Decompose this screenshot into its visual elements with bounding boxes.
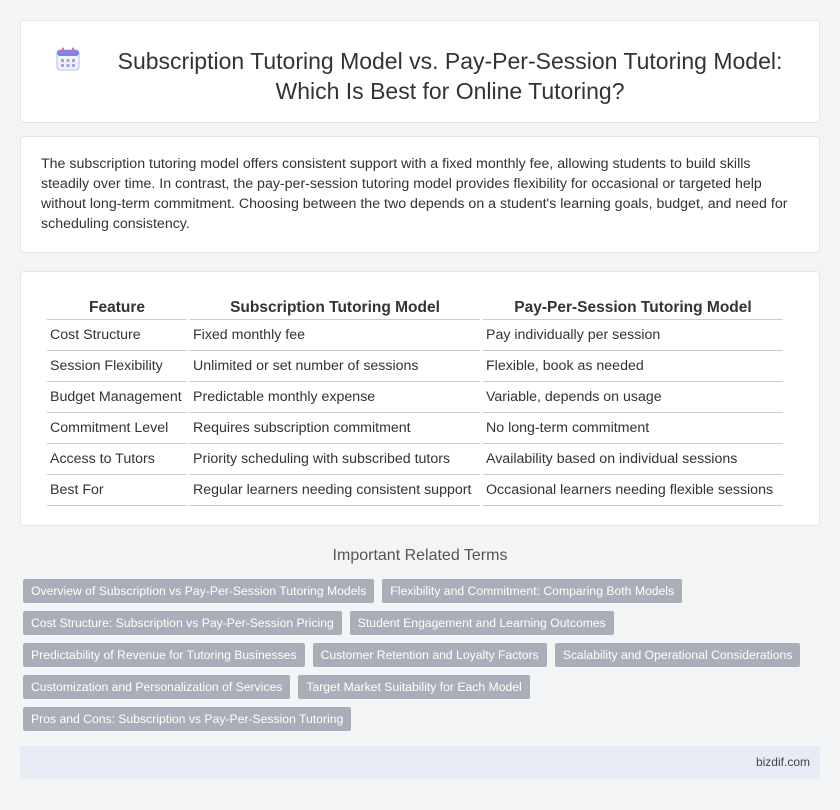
table-header-row <box>47 296 783 320</box>
table-cell: Cost Structure <box>47 320 187 351</box>
table-cell: Requires subscription commitment <box>190 413 480 444</box>
related-term-tag[interactable]: Flexibility and Commitment: Comparing Both Models <box>382 579 682 603</box>
calendar-icon <box>55 46 81 72</box>
table-cell: Regular learners needing consistent support <box>190 475 480 506</box>
table-cell: Best For <box>47 475 187 506</box>
table-cell: Flexible, book as needed <box>483 351 783 382</box>
page-title-line1: Subscription Tutoring Model vs. Pay-Per-Session Tutoring Model: <box>117 48 783 74</box>
page-title <box>81 46 819 106</box>
comparison-table <box>44 296 786 506</box>
tag-row <box>23 643 813 667</box>
table-cell: Commitment Level <box>47 413 187 444</box>
related-term-tag[interactable]: Pros and Cons: Subscription vs Pay-Per-Session Tutoring <box>23 707 351 731</box>
related-terms-list <box>23 579 813 739</box>
table-cell: Predictable monthly expense <box>190 382 480 413</box>
related-term-tag[interactable]: Scalability and Operational Considerations <box>555 643 801 667</box>
table-cell: Session Flexibility <box>47 351 187 382</box>
table-header-pay-per-session: Pay-Per-Session Tutoring Model <box>483 296 783 320</box>
tag-row <box>23 611 813 635</box>
table-cell: Fixed monthly fee <box>190 320 480 351</box>
table-row <box>47 413 783 444</box>
related-term-tag[interactable]: Student Engagement and Learning Outcomes <box>350 611 614 635</box>
comparison-table-card <box>20 271 820 526</box>
page-title-line2: Which Is Best for Online Tutoring? <box>275 78 625 104</box>
table-row <box>47 444 783 475</box>
table-cell: Access to Tutors <box>47 444 187 475</box>
related-term-tag[interactable]: Cost Structure: Subscription vs Pay-Per-Session Pricing <box>23 611 342 635</box>
tag-row <box>23 579 813 603</box>
footer-site-link[interactable]: bizdif.com <box>755 755 810 769</box>
table-cell: Occasional learners needing flexible sessions <box>483 475 783 506</box>
table-cell: Unlimited or set number of sessions <box>190 351 480 382</box>
table-header-feature: Feature <box>47 296 187 320</box>
table-cell: Priority scheduling with subscribed tutors <box>190 444 480 475</box>
table-cell: No long-term commitment <box>483 413 783 444</box>
table-cell: Budget Management <box>47 382 187 413</box>
intro-text: The subscription tutoring model offers consistent support with a fixed monthly fee, allowing students to build skills steadily over time. In contrast, the pay-per-session tutoring model provides flexibility for occasional or targeted help without long-term commitment. Choosing between the two depends on a student's learning goals, budget, and need for scheduling consistency. <box>41 156 788 232</box>
related-term-tag[interactable]: Overview of Subscription vs Pay-Per-Session Tutoring Models <box>23 579 374 603</box>
table-row <box>47 320 783 351</box>
table-row <box>47 351 783 382</box>
related-term-tag[interactable]: Target Market Suitability for Each Model <box>298 675 529 699</box>
table-cell: Availability based on individual sessions <box>483 444 783 475</box>
related-term-tag[interactable]: Predictability of Revenue for Tutoring Businesses <box>23 643 305 667</box>
tag-row <box>23 675 813 699</box>
related-terms-heading: Important Related Terms <box>332 547 508 564</box>
table-cell: Pay individually per session <box>483 320 783 351</box>
related-term-tag[interactable]: Customization and Personalization of Services <box>23 675 290 699</box>
table-cell: Variable, depends on usage <box>483 382 783 413</box>
footer <box>20 746 820 779</box>
title-card <box>20 20 820 123</box>
table-header-subscription: Subscription Tutoring Model <box>190 296 480 320</box>
table-row <box>47 475 783 506</box>
tag-row <box>23 707 813 731</box>
intro-card <box>20 136 820 253</box>
table-row <box>47 382 783 413</box>
related-term-tag[interactable]: Customer Retention and Loyalty Factors <box>313 643 547 667</box>
